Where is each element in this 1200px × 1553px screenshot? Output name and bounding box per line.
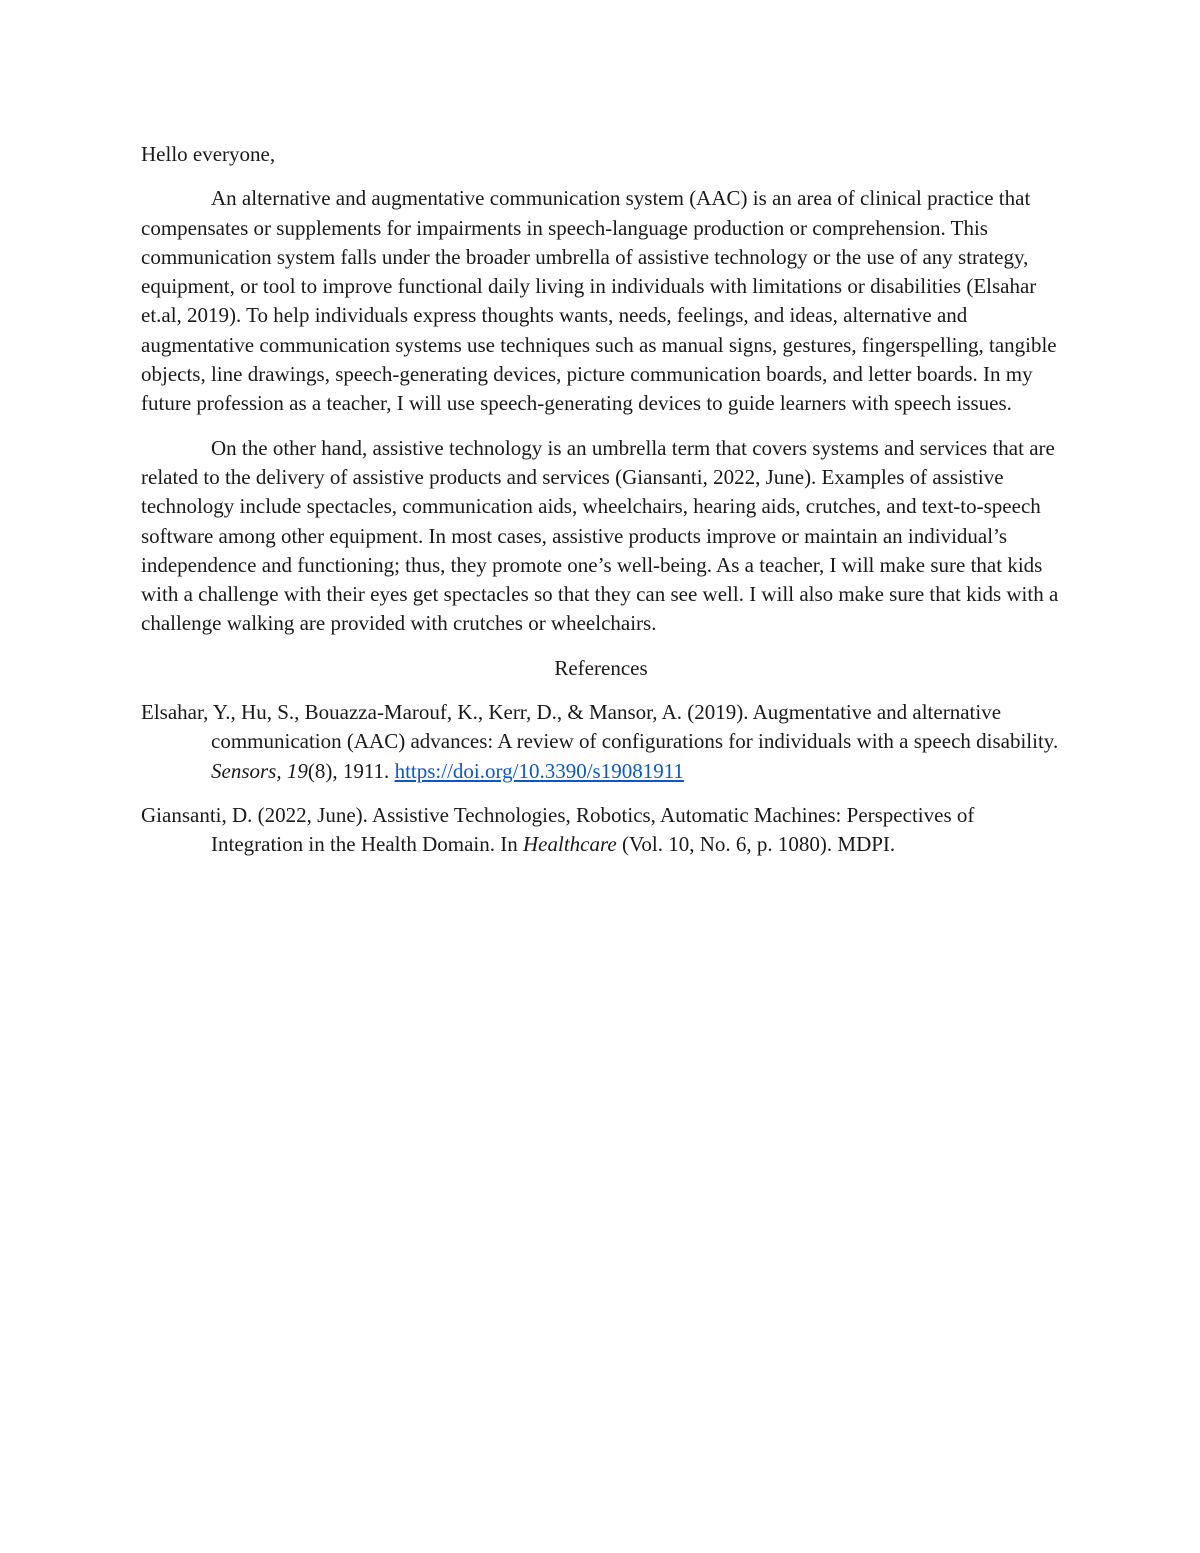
greeting: Hello everyone, bbox=[141, 142, 276, 166]
references-heading: References bbox=[554, 655, 648, 680]
reference-giansanti bbox=[141, 801, 1061, 860]
paragraph-assistive-technology: On the other hand, assistive technology is an umbrella term that covers systems and services that are related to the delivery of assistive products and services (Giansanti, 2022, June). Examples of assistive technology include spectacles, communication aids, wheelchairs, hearing aids, crutches, and text-to-speech software among other equipment. In most cases, assistive products improve or maintain an individual’s independence and functioning; thus, they promote one’s well-being. As a teacher, I will make sure that kids with a challenge with their eyes get spectacles so that they can see well. I will also make sure that kids with a challenge walking are provided with crutches or wheelchairs. bbox=[141, 435, 1059, 636]
reference-giansanti-text: Giansanti, D. (2022, June). Assistive Technologies, Robotics, Automatic Machines: Perspectives of Integration in the Health Domain. In bbox=[141, 802, 975, 857]
reference-elsahar bbox=[141, 698, 1061, 786]
reference-giansanti-journal: Healthcare bbox=[523, 832, 617, 857]
document-page bbox=[141, 140, 1061, 875]
reference-elsahar-doi-link[interactable]: https://doi.org/10.3390/s19081911 bbox=[394, 758, 684, 783]
reference-elsahar-text: Elsahar, Y., Hu, S., Bouazza-Marouf, K., Kerr, D., & Mansor, A. (2019). Augmentative and alternative communication (AAC) advances: A review of configurations for individuals with a speech disability. bbox=[141, 700, 1059, 754]
paragraph-aac: An alternative and augmentative communication system (AAC) is an area of clinical practice that compensates or supplements for impairments in speech-language production or comprehension. This communication system falls under the broader umbrella of assistive technology or the use of any strategy, equipment, or tool to improve functional daily living in individuals with limitations or disabilities (Elsahar et.al, 2019). To help individuals express thoughts wants, needs, feelings, and ideas, alternative and augmentative communication systems use techniques such as manual signs, gestures, fingerspelling, tangible objects, line drawings, speech-generating devices, picture communication boards, and letter boards. In my future profession as a teacher, I will use speech-generating devices to guide learners with speech issues. bbox=[141, 186, 1057, 416]
reference-elsahar-journal: Sensors, 19 bbox=[211, 758, 308, 783]
reference-elsahar-issue: (8), 1911. bbox=[307, 758, 395, 783]
reference-giansanti-volume: (Vol. 10, No. 6, p. 1080). MDPI. bbox=[616, 832, 896, 857]
